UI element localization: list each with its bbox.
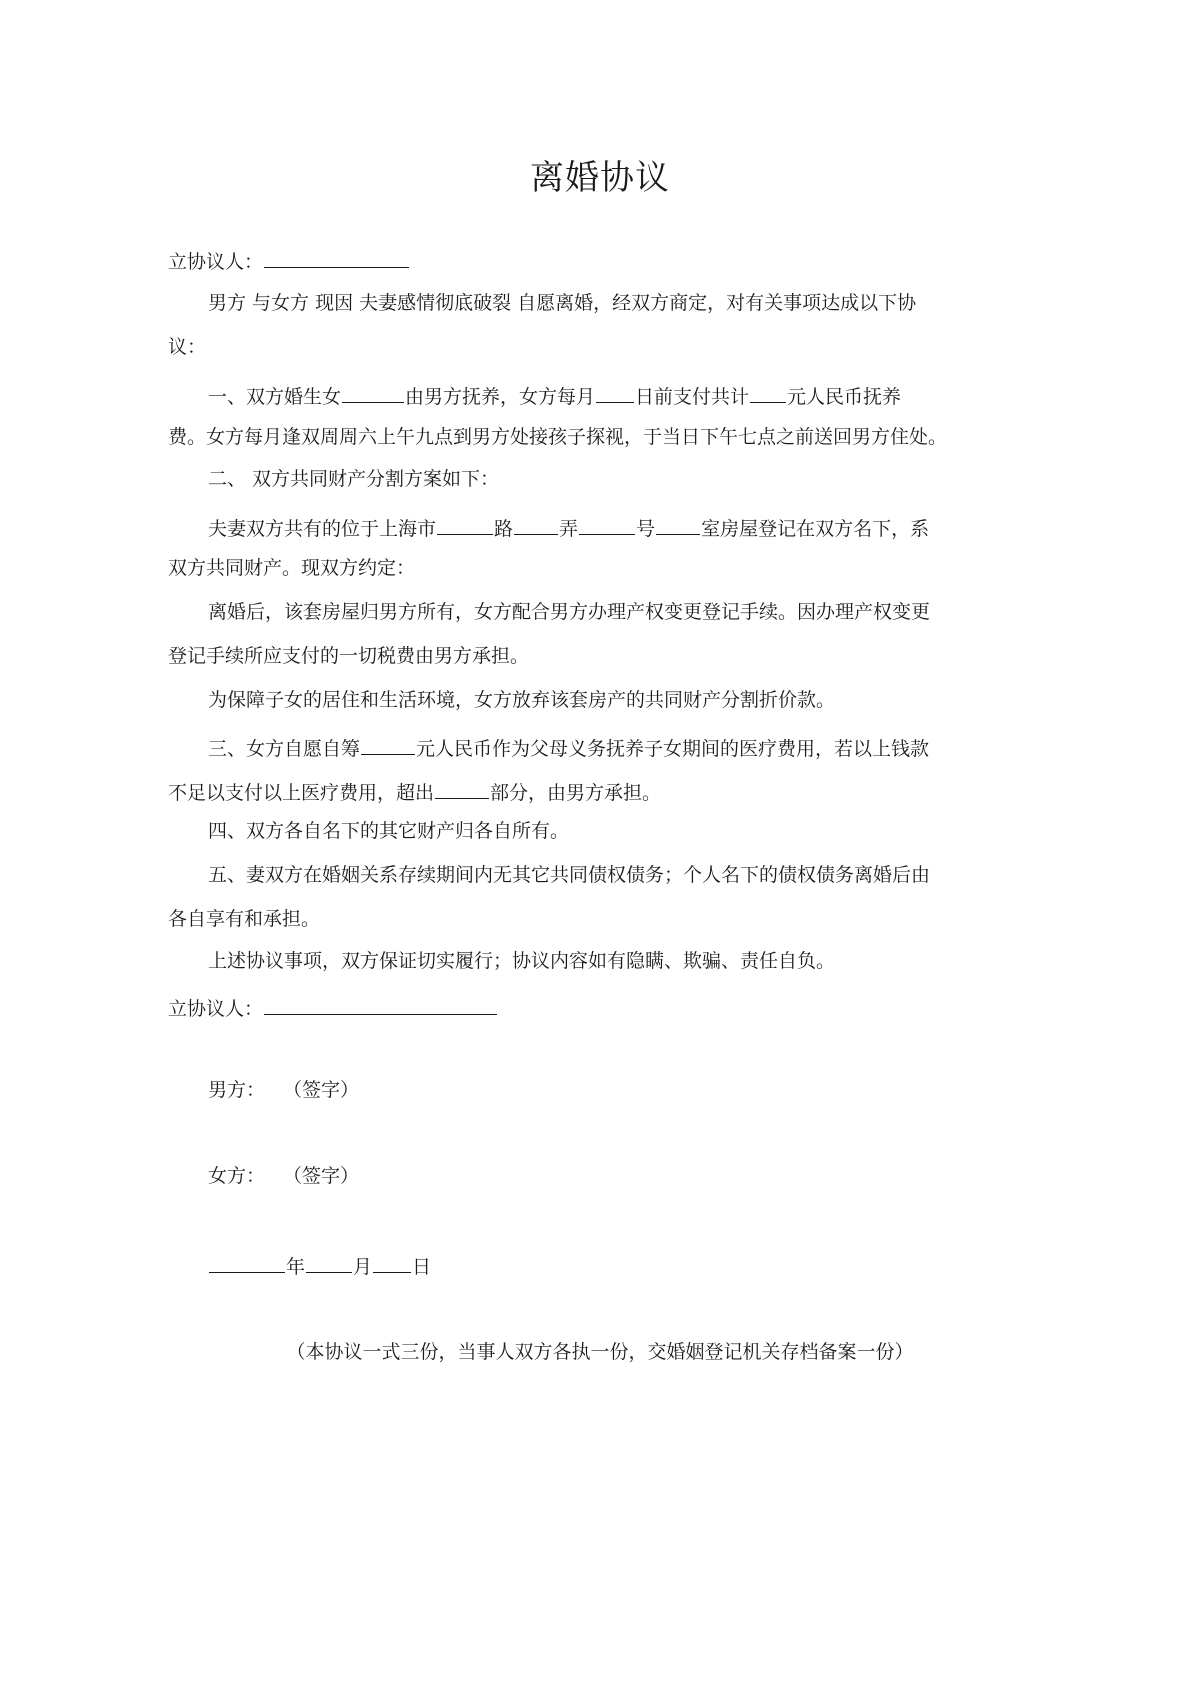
copies-footnote: （本协议一式三份，当事人双方各执一份，交婚姻登记机关存档备案一份） bbox=[286, 1341, 914, 1363]
daughter-name-blank[interactable] bbox=[342, 383, 404, 403]
clause2-p2-line-2: 登记手续所应支付的一切税费由男方承担。 bbox=[168, 645, 530, 667]
year-blank[interactable] bbox=[209, 1253, 285, 1273]
clause3-text-d: 部分，由男方承担。 bbox=[490, 782, 662, 804]
excess-blank[interactable] bbox=[435, 779, 489, 799]
clause1-line-1 bbox=[208, 383, 901, 407]
medical-amount-blank[interactable] bbox=[361, 735, 415, 755]
lane-blank[interactable] bbox=[514, 515, 558, 535]
clause3-line-2 bbox=[168, 779, 661, 803]
day-blank[interactable] bbox=[373, 1253, 411, 1273]
document-title: 离婚协议 bbox=[530, 158, 670, 198]
female-sign-field[interactable]: （签字） bbox=[283, 1165, 360, 1187]
month-label: 月 bbox=[353, 1256, 373, 1278]
party-blank[interactable] bbox=[264, 248, 409, 268]
intro-line-1: 男方 与女方 现因 夫妻感情彻底破裂 自愿离婚，经双方商定，对有关事项达成以下协 bbox=[208, 292, 917, 314]
clause3-text-a: 三、女方自愿自筹 bbox=[208, 738, 361, 760]
intro-line-2: 议： bbox=[168, 336, 207, 358]
female-label: 女方： bbox=[208, 1165, 266, 1187]
party-line-bottom bbox=[168, 995, 498, 1019]
clause1-text-d: 元人民币抚养 bbox=[787, 386, 902, 408]
number-blank[interactable] bbox=[579, 515, 635, 535]
clause3-text-c: 不足以支付以上医疗费用，超出 bbox=[168, 782, 435, 804]
clause5-line-2: 各自享有和承担。 bbox=[168, 908, 321, 930]
party-signature-blank[interactable] bbox=[264, 995, 497, 1015]
clause1-text-b: 由男方抚养，女方每月 bbox=[405, 386, 596, 408]
clause4: 四、双方各自名下的其它财产归各自所有。 bbox=[208, 820, 570, 842]
female-signature-line bbox=[208, 1167, 359, 1186]
road-blank[interactable] bbox=[437, 515, 493, 535]
clause5-line-1: 五、妻双方在婚姻关系存续期间内无其它共同债权债务；个人名下的债权债务离婚后由 bbox=[208, 864, 931, 886]
clause2-p2-line-1: 离婚后，该套房屋归男方所有，女方配合男方办理产权变更登记手续。因办理产权变更 bbox=[208, 601, 931, 623]
day-label: 日 bbox=[412, 1256, 432, 1278]
clause1-text-c: 日前支付共计 bbox=[635, 386, 750, 408]
male-sign-field[interactable]: （签字） bbox=[283, 1079, 360, 1101]
party-label: 立协议人： bbox=[168, 251, 264, 273]
pay-day-blank[interactable] bbox=[596, 383, 634, 403]
support-amount-blank[interactable] bbox=[750, 383, 786, 403]
clause2-heading: 二、 双方共同财产分割方案如下： bbox=[208, 468, 500, 490]
clause1-line-2: 费。女方每月逢双周周六上午九点到男方处接孩子探视，于当日下午七点之前送回男方住处。 bbox=[168, 426, 948, 448]
clause2-text-b: 路 bbox=[494, 518, 514, 540]
clause2-text-a: 夫妻双方共有的位于上海市 bbox=[208, 518, 437, 540]
clause1-text-a: 一、双方婚生女 bbox=[208, 386, 342, 408]
clause2-p3: 为保障子女的居住和生活环境，女方放弃该套房产的共同财产分割折价款。 bbox=[208, 689, 836, 711]
party-label: 立协议人： bbox=[168, 998, 264, 1020]
clause3-text-b: 元人民币作为父母义务抚养子女期间的医疗费用，若以上钱款 bbox=[416, 738, 930, 760]
guarantee-text: 上述协议事项，双方保证切实履行；协议内容如有隐瞒、欺骗、责任自负。 bbox=[208, 950, 836, 972]
clause2-text-e: 室房屋登记在双方名下，系 bbox=[701, 518, 930, 540]
month-blank[interactable] bbox=[306, 1253, 352, 1273]
date-line bbox=[208, 1253, 431, 1277]
room-blank[interactable] bbox=[656, 515, 700, 535]
male-label: 男方： bbox=[208, 1079, 266, 1101]
clause2-line-2: 双方共同财产。现双方约定： bbox=[168, 557, 416, 579]
clause3-line-1 bbox=[208, 735, 929, 759]
clause2-line-1 bbox=[208, 515, 929, 539]
male-signature-line bbox=[208, 1081, 359, 1100]
clause2-text-c: 弄 bbox=[559, 518, 579, 540]
year-label: 年 bbox=[286, 1256, 306, 1278]
party-line-top bbox=[168, 248, 410, 272]
clause2-text-d: 号 bbox=[636, 518, 656, 540]
